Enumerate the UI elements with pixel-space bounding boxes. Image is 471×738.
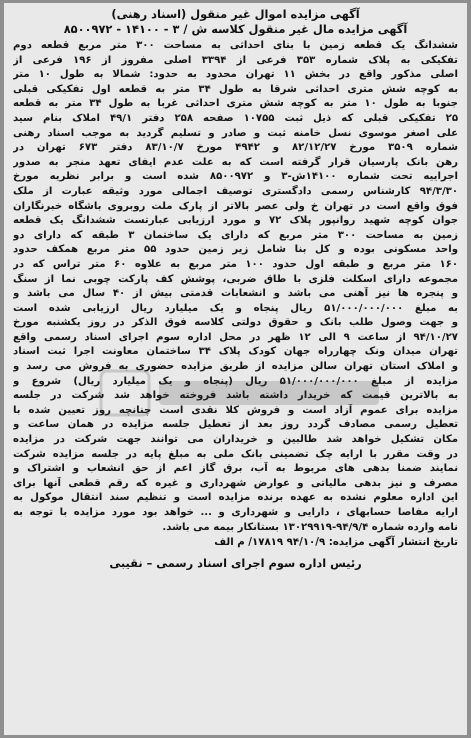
- body-line: علی اصغر موسوی نسل خامنه ثبت و صادر و تسلیم گردید به موجب اسناد رهنی: [13, 127, 458, 139]
- body-line: اصلی مذکور واقع در بخش ۱۱ تهران محدود به حدود: شمالا به طول ۱۰ متر: [13, 69, 458, 81]
- body-line: واحد مسکونی بوده و کل بنا شامل زیر زمین حدود ۵۵ متر مربع همکف حدود: [13, 244, 458, 256]
- body-line: فوق واقع است در تهران خ ولی عصر بالاتر از پارک ملت روبروی باشگاه خبرنگاران: [13, 200, 458, 212]
- notice-body: [13, 39, 458, 535]
- notice-case-title: آگهی مزایده مال غیر منقول کلاسه ش / ۳ - ۱۴۱۰۰ - ۸۵۰۰۹۷۲: [63, 22, 408, 36]
- newspaper-clipping: [4, 3, 467, 735]
- body-line: ۹۴/۱۰/۲۷ از ساعت ۹ الی ۱۲ ظهر در محل اداره سوم اجرای اسناد رسمی واقع: [13, 331, 458, 343]
- body-line: مکان تشکیل خواهد شد طالبین و خریداران می توانند جهت شرکت در مزایده: [13, 434, 458, 446]
- publication-line: تاریخ انتشار آگهی مزایده: ۹۴/۱۰/۹ ۱۷۸۱۹/ م الف: [214, 537, 458, 549]
- body-line: در وقت مقرر با ارایه چک تضمینی بانک ملی به مبلغ پایه در جلسه مزایده شرکت: [13, 448, 458, 460]
- body-line: اجراییه تحت شماره ۱۴۱۰۰ش-۳ و ۸۵۰۰۹۷۲ شده است و برابر نظریه مورخ: [13, 171, 458, 183]
- body-line: ۲۵ تفکیکی قبلی که ذیل ثبت ۱۰۷۵۵ صفحه ۲۵۸ دفتر ۴۹/۱ املاک بنام سید: [13, 112, 458, 124]
- body-line: به بالاترین قیمت که خریدار داشته باشد فروخته خواهد شد شرکت در جلسه: [13, 390, 458, 402]
- body-line: شماره ۳۵۰۹ مورخ ۸۲/۱۲/۲۷ و ۴۹۴۲ مورخ ۸۳/۱۰/۷ دفتر ۶۷۳ تهران در: [13, 142, 458, 154]
- body-line: این اداره معلوم نشده به عهده برنده مزایده است و تنظیم سند انتقال موکول به: [13, 492, 458, 504]
- body-line: مزایده برای عموم آزاد است و فروش کلا نقدی است چنانچه روز تعیین شده با: [13, 404, 458, 416]
- body-line: جوان کوچه شهید روانپور پلاک ۷۲ و مورد ارزیابی عبارتست ششدانگ یک قطعه: [13, 215, 458, 227]
- body-line: تعطیل رسمی مصادف گردد روز بعد از تعطیل جلسه مزایده در همان ساعت و: [13, 419, 458, 431]
- body-line: تهران میدان ونک چهارراه جهان کودک پلاک ۳۴ ساختمان معاونت اجرا ثبت اسناد: [13, 346, 458, 358]
- body-line: تفکیکی به پلاک شماره ۳۵۳ فرعی از ۳۳۹۴ اصلی مفروز از ۱۹۶ فرعی از: [13, 54, 458, 66]
- body-line: نمایند ضمنا بدهی های مربوط به آب، برق گاز اعم از حق انشعاب و اشتراک و: [13, 463, 458, 475]
- body-line: مزایده از مبلغ ۵۱/۰۰۰/۰۰۰/۰۰۰ ریال (پنجاه و یک میلیارد ریال) شروع و: [13, 375, 458, 387]
- body-line: ۱۶۰ متر مربع و طبقه اول حدود ۱۰۰ متر مربع به علاوه ۶۰ متر تراس که در: [13, 258, 458, 270]
- body-line: رهن بانک پارسیان قرار گرفته است که به علت عدم ایفای تعهد منجر به صدور: [13, 156, 458, 168]
- body-line: مصرف و نیز بدهی مالیاتی و عوارض شهرداری و غیره که رقم قطعی آنها برای: [13, 477, 458, 489]
- body-line: نامه وارده شماره ۹۴/۹/۴-۱۳۰۲۹۹۱۹ بستانکار بیمه می باشد.: [162, 521, 458, 533]
- body-line: زمین به مساحت ۳۰۰ متر مربع که دارای یک ساختمان ۳ طبقه که دارای دو: [13, 229, 458, 241]
- body-line: و املاک استان تهران سالن مزایده از طریق مزایده حضوری به فروش می رسد و: [13, 361, 458, 373]
- body-line: به کوچه شش متری احداثی شرقا به طول ۳۴ متر به قطعه اول تفکیکی قبلی: [13, 83, 458, 95]
- body-line: ششدانگ یک قطعه زمین با بنای احداثی به مساحت ۳۰۰ متر مربع قطعه دوم: [13, 40, 458, 51]
- body-line: جنوبا به طول ۱۰ متر به کوچه شش متری احداثی غربا به طول ۳۴ متر به قطعه: [13, 98, 458, 110]
- notice-title: آگهی مزایده اموال غیر منقول (اسناد رهنی): [111, 7, 360, 21]
- body-line: مجموعه دارای اسکلت فلزی با طاق ضربی، پوشش کف پارکت چوبی نما از سنگ: [13, 273, 458, 285]
- body-line: و پنجره ها نیز آهنی می باشد و انشعابات قدمتی بیش از ۴۰ سال می باشد و: [13, 288, 458, 300]
- signature-line: رئیس اداره سوم اجرای اسناد رسمی – نقیبی: [109, 555, 362, 570]
- body-line: ارایه مفاصا حسابهای ، دارایی و شهرداری و ... خواهد بود مورد مزایده با توجه به: [13, 507, 458, 518]
- body-line: و جهت وصول طلب بانک و حقوق دولتی کلاسه فوق الذکر در روز یکشنبه مورخ: [13, 317, 458, 329]
- body-line: به مبلغ ۵۱/۰۰۰/۰۰۰/۰۰۰ ریال پنجاه و یک میلیارد ریال ارزیابی شده است: [13, 302, 458, 314]
- body-line: ۹۴/۳/۳۰ کارشناس رسمی دادگستری توصیف اجمالی مورد وثیقه عبارت از ملک: [13, 185, 458, 197]
